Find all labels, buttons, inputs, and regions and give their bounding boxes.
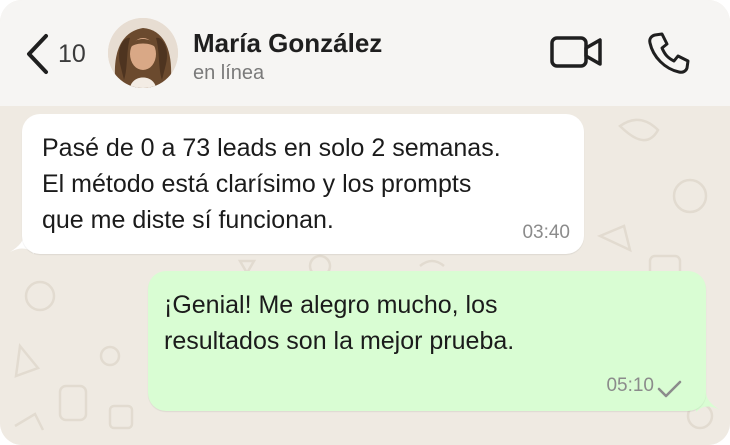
unread-count: 10 [58,39,86,68]
back-button[interactable] [24,28,104,80]
contact-name[interactable]: María González [193,28,383,58]
chat-header [0,0,730,106]
check-icon [656,379,682,399]
video-camera-icon [549,32,603,72]
message-text: Pasé de 0 a 73 leads en solo 2 semanas. El método está clarísimo y los prompts que me diste sí funcionan. [42,134,501,234]
voice-call-button[interactable] [646,30,692,76]
outgoing-message[interactable] [148,271,706,411]
incoming-message[interactable] [22,114,584,254]
video-call-button[interactable] [549,32,603,72]
message-time: 03:40 [522,222,570,243]
message-list[interactable] [0,106,730,445]
avatar-image [108,18,178,88]
phone-icon [646,30,692,76]
contact-status: en línea [193,62,265,84]
message-text: ¡Genial! Me alegro mucho, los resultados son la mejor prueba. [164,291,515,355]
avatar[interactable] [108,18,178,88]
chevron-left-icon [24,33,50,75]
message-time: 05:10 [606,375,654,396]
